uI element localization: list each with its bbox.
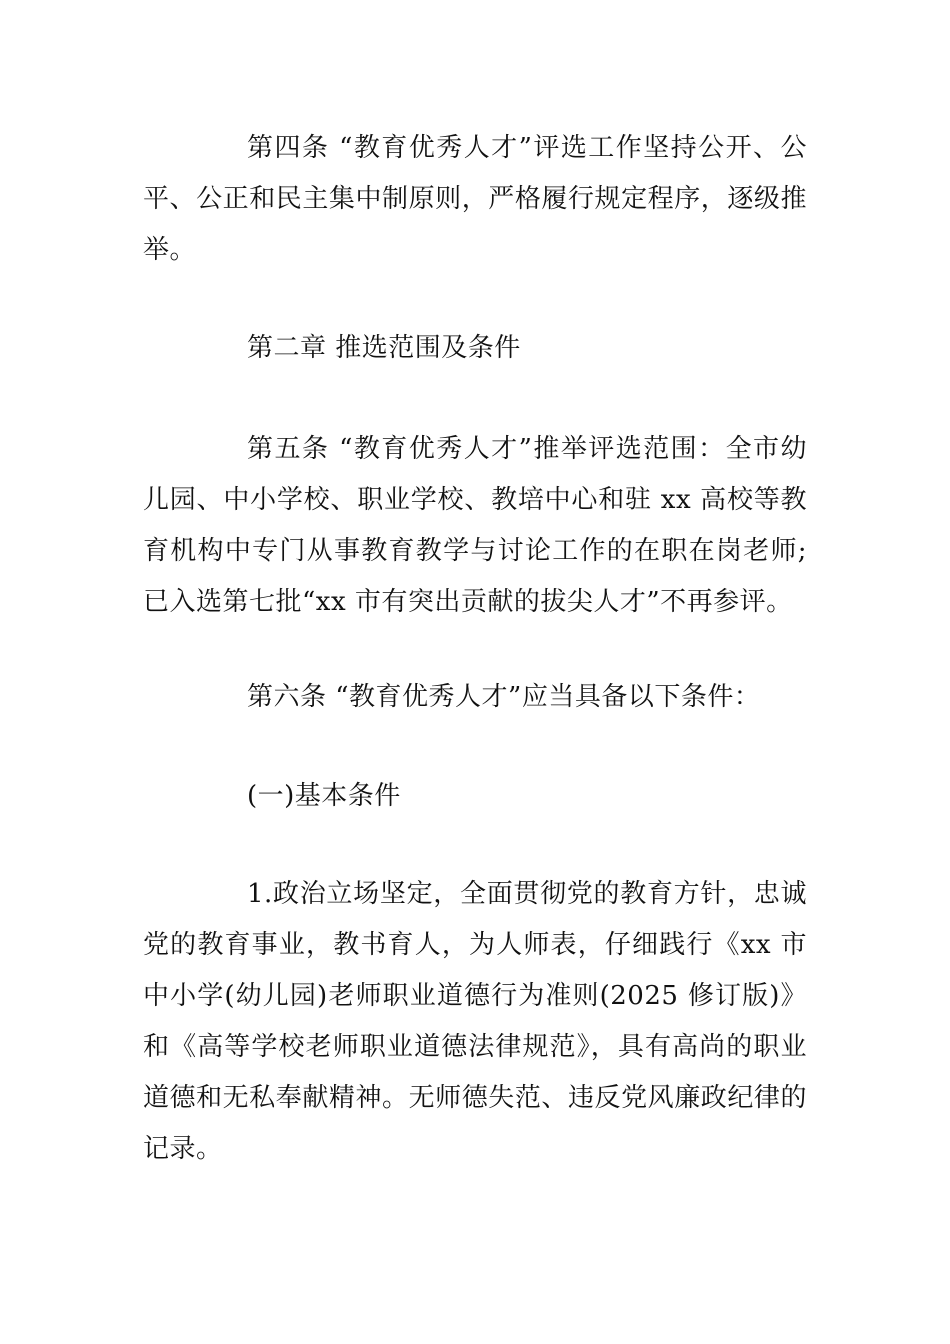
condition-1-paragraph: 1.政治立场坚定，全面贯彻党的教育方针，忠诚党的教育事业，教书育人，为人师表，仔细践行《xx 市中小学(幼儿园)老师职业道德行为准则(2025 修订版)》和《高等学校老师职业道德法律规范》，具有高尚的职业道德和无私奉献精神。无师德失范、违反党风廉政纪律的记录。 <box>143 879 807 1164</box>
chapter-2-heading: 第二章 推选范围及条件 <box>247 333 521 363</box>
article-6-paragraph: 第六条 “教育优秀人才”应当具备以下条件： <box>247 682 761 712</box>
article-4-paragraph: 第四条 “教育优秀人才”评选工作坚持公开、公平、公正和民主集中制原则，严格履行规定程序，逐级推举。 <box>143 133 807 265</box>
basic-conditions-heading: (一)基本条件 <box>247 781 401 811</box>
article-5-paragraph: 第五条 “教育优秀人才”推举评选范围：全市幼儿园、中小学校、职业学校、教培中心和驻 xx 高校等教育机构中专门从事教育教学与讨论工作的在职在岗老师;已入选第七批“xx 市有突出贡献的拔尖人才”不再参评。 <box>143 434 807 617</box>
